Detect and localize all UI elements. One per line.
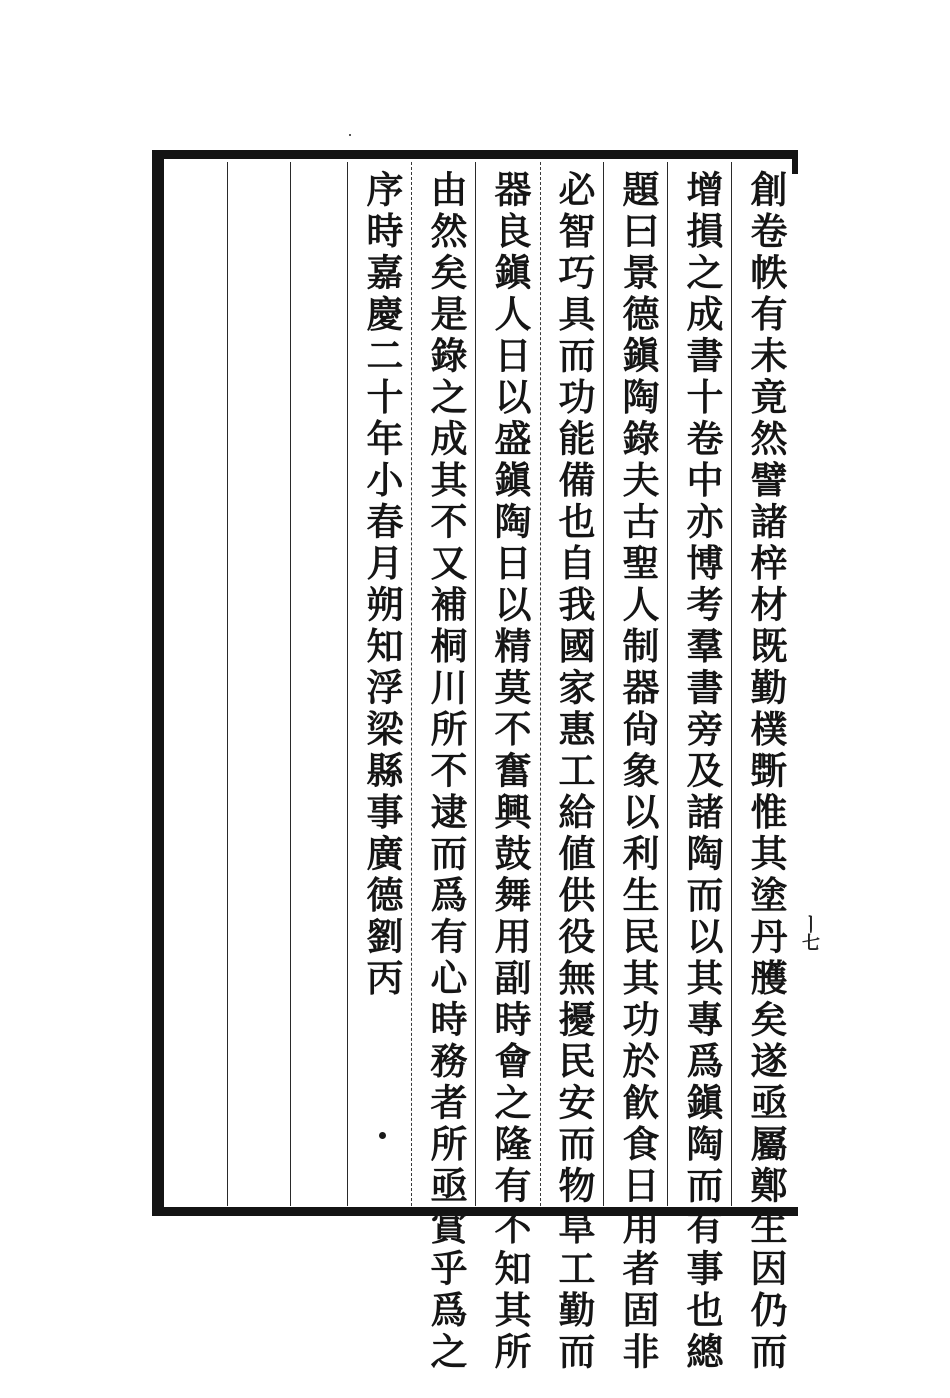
column-text: 題曰景德鎭陶錄夫古聖人制器尙象以利生民其功於飮食日用者固非 (616, 170, 660, 1374)
column-rule-2 (411, 162, 412, 1206)
text-column-2 (677, 170, 727, 1374)
column-rule-3 (475, 162, 476, 1206)
column-rule-4 (540, 162, 541, 1206)
column-rule-empty-1 (227, 162, 228, 1206)
column-rule-7 (731, 162, 732, 1206)
text-column-6 (421, 170, 471, 1374)
column-rule-1 (347, 162, 348, 1206)
paper-speck (349, 134, 351, 136)
text-column-5 (485, 170, 535, 1374)
text-column-4 (549, 170, 599, 1374)
column-text: 增損之成書十卷中亦博考羣書旁及諸陶而以其專爲鎭陶而有事也總 (680, 170, 724, 1374)
column-text: 必智巧具而功能備也自我國家惠工給値供役無擾民安而物阜工勤而 (552, 170, 596, 1374)
column-text: 創卷帙有未竟然譬諸梓材既勤樸斲惟其塗丹雘矣遂亟屬鄭生因仍而 (744, 170, 788, 1374)
text-column-7 (357, 170, 407, 1200)
column-rule-empty-2 (290, 162, 291, 1206)
column-rule-6 (667, 162, 668, 1206)
text-column-3 (613, 170, 663, 1374)
frame-corner (792, 150, 798, 174)
folio-mark: ㅣ七 (799, 915, 820, 951)
column-text: 序時嘉慶二十年小春月朔知浮梁縣事廣德劉丙 (360, 170, 404, 1000)
column-text: 由然矣是錄之成其不又補桐川所不逮而爲有心時務者所亟賞乎爲之 (424, 170, 468, 1374)
text-column-1 (741, 170, 791, 1374)
column-text: 器良鎭人日以盛鎭陶日以精莫不奮興鼓舞用副時會之隆有不知其所 (488, 170, 532, 1374)
column-rule-5 (603, 162, 604, 1206)
end-dot (379, 1132, 386, 1139)
